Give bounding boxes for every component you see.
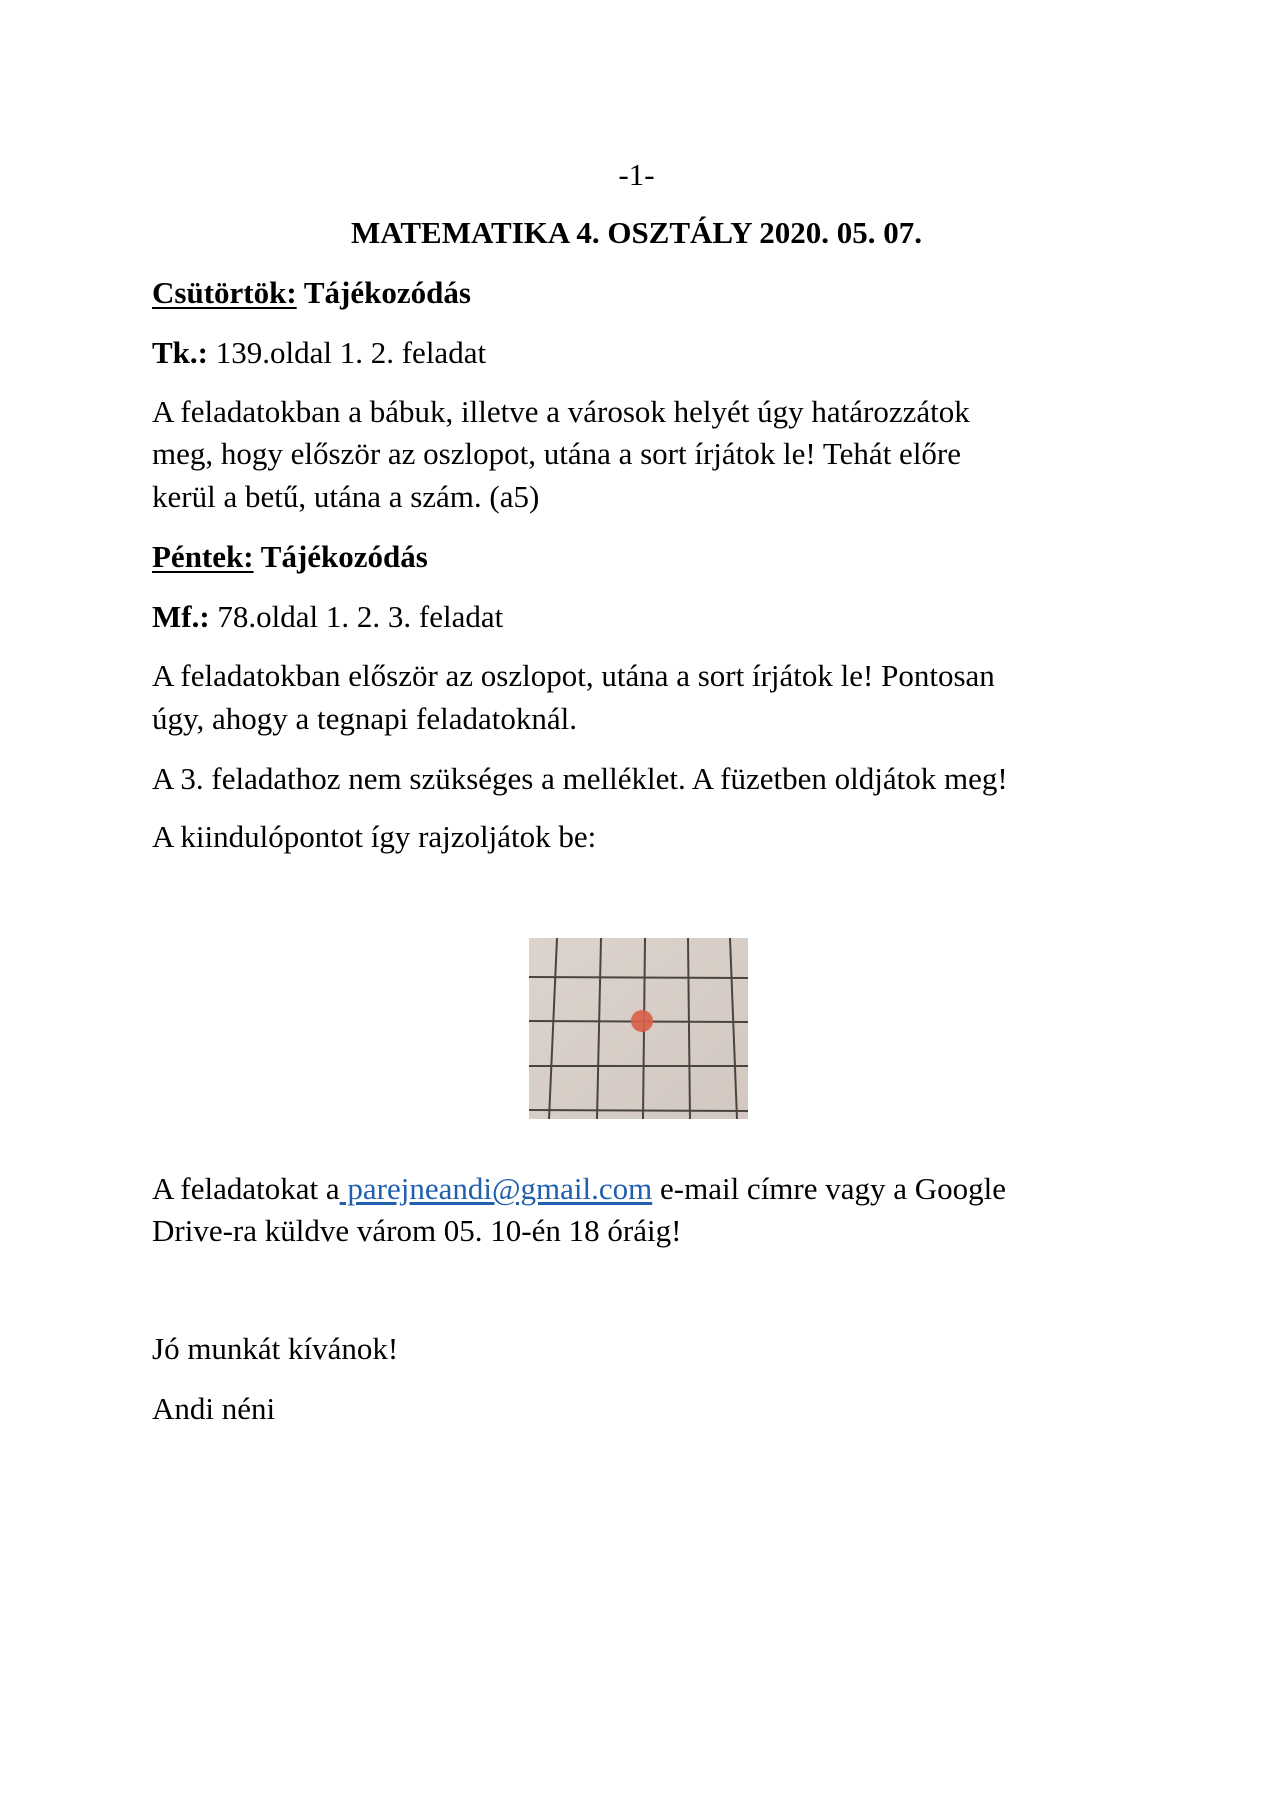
- friday-heading: [152, 538, 428, 576]
- friday-day-label: Péntek:: [152, 539, 254, 574]
- thursday-instruction-line: meg, hogy először az oszlopot, utána a sort írjátok le! Tehát előre: [152, 436, 962, 471]
- workbook-label: Mf.:: [152, 599, 210, 634]
- friday-topic: Tájékozódás: [253, 539, 428, 574]
- textbook-pages: 139.oldal 1. 2. feladat: [208, 335, 487, 370]
- thursday-heading: [152, 274, 471, 312]
- thursday-book-reference: [152, 334, 486, 372]
- submission-line-1: [152, 1170, 1006, 1208]
- email-link[interactable]: parejneandi@gmail.com: [339, 1171, 653, 1206]
- submission-line-2: Drive-ra küldve várom 05. 10-én 18 óráig!: [152, 1213, 682, 1248]
- grid-line: [529, 977, 748, 978]
- grid-paper-photo: [529, 938, 748, 1119]
- document-title: MATEMATIKA 4. OSZTÁLY 2020. 05. 07.: [351, 215, 922, 250]
- signature: Andi néni: [152, 1391, 276, 1426]
- thursday-instruction-line: A feladatokban a bábuk, illetve a városok helyét úgy határozzátok: [152, 394, 970, 429]
- friday-instruction-line: úgy, ahogy a tegnapi feladatoknál.: [152, 701, 577, 736]
- textbook-label: Tk.:: [152, 335, 208, 370]
- thursday-topic: Tájékozódás: [296, 275, 471, 310]
- submission-suffix: e-mail címre vagy a Google: [652, 1171, 1007, 1206]
- grid-paper-image: [529, 938, 748, 1119]
- page-number: -1-: [618, 157, 655, 192]
- closing-text: Jó munkát kívánok!: [152, 1331, 399, 1366]
- thursday-day-label: Csütörtök:: [152, 275, 297, 310]
- friday-instruction-line: A feladatokban először az oszlopot, utána a sort írjátok le! Pontosan: [152, 658, 995, 693]
- submission-prefix: A feladatokat a: [152, 1171, 340, 1206]
- thursday-instruction-line: kerül a betű, utána a szám. (a5): [152, 479, 540, 514]
- friday-book-reference: [152, 598, 503, 636]
- grid-line: [529, 1110, 748, 1111]
- friday-note: A 3. feladathoz nem szükséges a melléklet. A füzetben oldjátok meg!: [152, 761, 1008, 796]
- drawing-hint: A kiindulópontot így rajzoljátok be:: [152, 819, 597, 854]
- starting-point-dot: [631, 1010, 653, 1032]
- workbook-pages: 78.oldal 1. 2. 3. feladat: [209, 599, 504, 634]
